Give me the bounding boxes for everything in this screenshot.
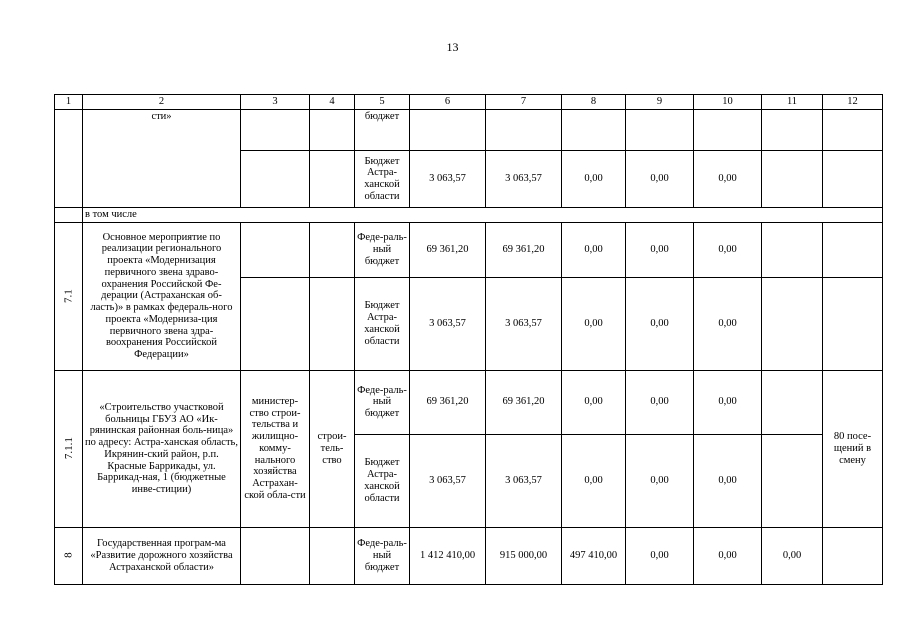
cell-value: 3 063,57	[486, 277, 562, 370]
col-header-8: 8	[562, 95, 626, 110]
cell-value: 0,00	[626, 370, 694, 434]
cell-name: сти»	[83, 110, 241, 208]
cell-value: 69 361,20	[410, 222, 486, 277]
cell-value: 3 063,57	[410, 434, 486, 527]
cell-name: Основное мероприятие по реализации регионального проекта «Модернизация первичного звена здраво-охранения Российской Фе-дерации (Астраханская об-ласть)» в рамках федераль-ного проекта «Модерниза-ция первичного звена здра-воохранения Российской Федерации»	[83, 222, 241, 370]
table-row	[55, 370, 883, 434]
cell-value: 0,00	[694, 434, 762, 527]
cell-value: 3 063,57	[486, 434, 562, 527]
cell-value: 0,00	[694, 151, 762, 208]
cell-num: 7.1	[55, 222, 83, 370]
cell-value: 3 063,57	[410, 277, 486, 370]
cell-num	[55, 110, 83, 208]
cell-source: Бюджет Астра-ханской области	[355, 277, 410, 370]
cell-source: бюджет	[355, 110, 410, 151]
col-header-11: 11	[762, 95, 823, 110]
cell-source: Феде-раль-ный бюджет	[355, 222, 410, 277]
cell-value: 0,00	[694, 277, 762, 370]
cell-value: 0,00	[626, 434, 694, 527]
header-row	[55, 95, 883, 110]
cell-source: Бюджет Астра-ханской области	[355, 434, 410, 527]
cell-value: 0,00	[626, 277, 694, 370]
cell-executor	[241, 110, 310, 151]
cell-source: Феде-раль-ный бюджет	[355, 527, 410, 584]
cell-value: 0,00	[626, 222, 694, 277]
cell-value: 1 412 410,00	[410, 527, 486, 584]
table-row	[55, 110, 883, 151]
cell-type: строи-тель-ство	[310, 370, 355, 527]
cell-value: 0,00	[694, 370, 762, 434]
cell-type	[310, 110, 355, 151]
cell-value: 497 410,00	[562, 527, 626, 584]
cell-num: 8	[55, 527, 83, 584]
cell-value: 0,00	[562, 151, 626, 208]
budget-table	[54, 94, 883, 585]
cell-value: 0,00	[626, 527, 694, 584]
page-number: 13	[446, 40, 459, 54]
table-row	[55, 527, 883, 584]
cell-value: 0,00	[562, 434, 626, 527]
cell-value: 0,00	[562, 370, 626, 434]
cell-value: 69 361,20	[486, 222, 562, 277]
cell-num: 7.1.1	[55, 370, 83, 527]
cell-value: 0,00	[762, 527, 823, 584]
table-row	[55, 222, 883, 277]
cell-executor: министер-ство строи-тельства и жилищно-комму-нального хозяйства Астрахан-ской обла-сти	[241, 370, 310, 527]
col-header-2: 2	[83, 95, 241, 110]
subheader-row	[55, 208, 883, 223]
col-header-4: 4	[310, 95, 355, 110]
cell-source: Бюджет Астра-ханской области	[355, 151, 410, 208]
col-header-7: 7	[486, 95, 562, 110]
cell-name: Государственная програм-ма «Развитие дорожного хозяйства Астраханской области»	[83, 527, 241, 584]
cell-source: Феде-раль-ный бюджет	[355, 370, 410, 434]
cell-value: 69 361,20	[410, 370, 486, 434]
col-header-6: 6	[410, 95, 486, 110]
cell-value: 3 063,57	[486, 151, 562, 208]
cell-result: 80 посе-щений в смену	[823, 370, 883, 527]
cell-name: «Строительство участковой больницы ГБУЗ АО «Ик-рянинская районная боль-ница» по адресу: Астра-ханская область, Икрянин-ский район, р.п. Красные Баррикады, ул. Баррикад-ная, 1 (бюджетные инве-стиции)	[83, 370, 241, 527]
cell-value: 0,00	[562, 277, 626, 370]
subheader-text: в том числе	[83, 208, 883, 223]
col-header-10: 10	[694, 95, 762, 110]
col-header-3: 3	[241, 95, 310, 110]
col-header-1: 1	[55, 95, 83, 110]
cell-value: 0,00	[562, 222, 626, 277]
cell-value: 69 361,20	[486, 370, 562, 434]
cell-value: 0,00	[694, 222, 762, 277]
col-header-5: 5	[355, 95, 410, 110]
cell-value: 915 000,00	[486, 527, 562, 584]
cell-value: 0,00	[626, 151, 694, 208]
col-header-12: 12	[823, 95, 883, 110]
col-header-9: 9	[626, 95, 694, 110]
cell-value: 0,00	[694, 527, 762, 584]
cell-value: 3 063,57	[410, 151, 486, 208]
